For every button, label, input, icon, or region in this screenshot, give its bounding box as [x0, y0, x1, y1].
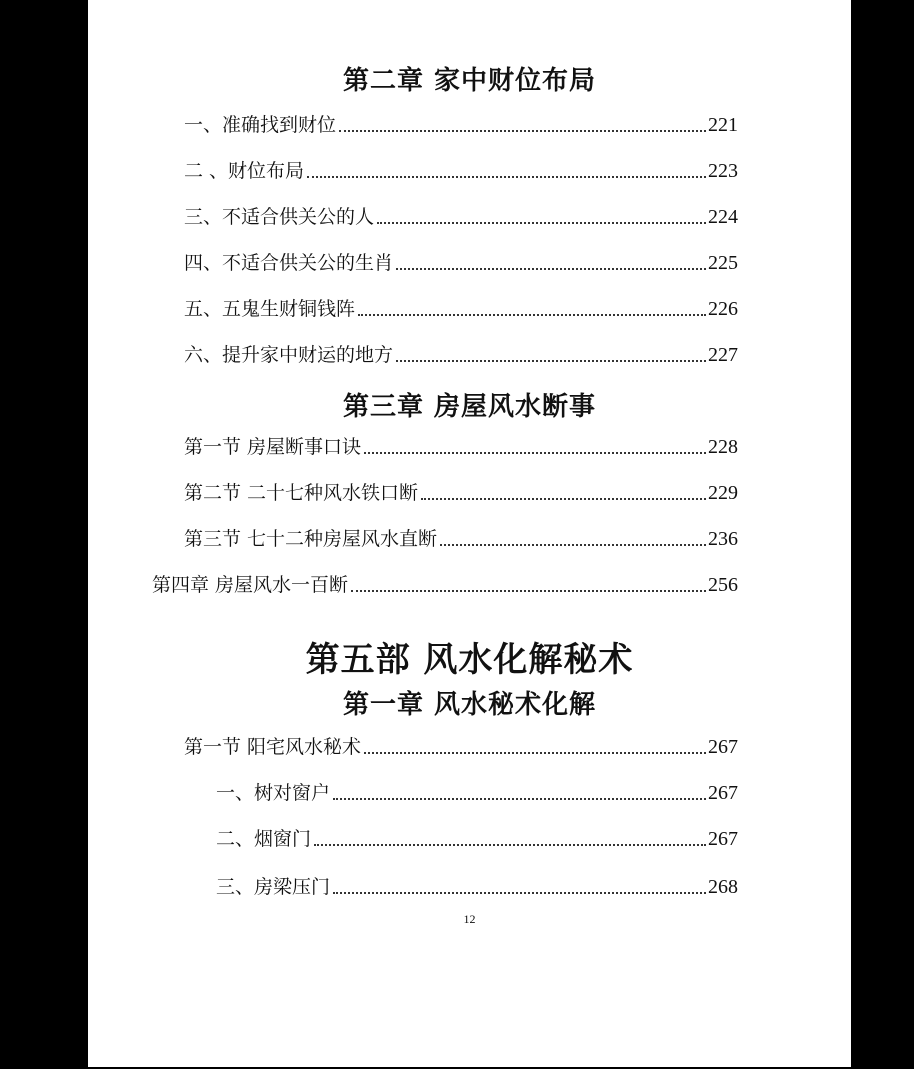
toc-entry-page: 267 [708, 736, 738, 758]
toc-entry [184, 112, 738, 138]
toc-leader-dots [364, 452, 706, 454]
toc-entry-label: 第四章 房屋风水一百断 [152, 574, 349, 596]
toc-entry-page: 224 [708, 206, 738, 228]
toc-leader-dots [440, 544, 706, 546]
toc-entry [184, 342, 738, 368]
toc-entry-page: 225 [708, 252, 738, 274]
toc-entry [184, 250, 738, 276]
toc-entry-page: 267 [708, 828, 738, 850]
document-page [88, 0, 851, 1067]
toc-entry [216, 874, 738, 900]
toc-entry-page: 268 [708, 876, 738, 898]
toc-entry-label: 第一节 阳宅风水秘术 [184, 736, 362, 758]
toc-entry-label: 二 、财位布局 [184, 160, 305, 182]
chapter-3-title: 第三章 房屋风水断事 [342, 392, 597, 422]
toc-entry [216, 780, 738, 806]
toc-leader-dots [364, 752, 706, 754]
toc-entry-page: 229 [708, 482, 738, 504]
toc-entry-label: 一、树对窗户 [216, 782, 331, 804]
toc-leader-dots [333, 892, 706, 894]
toc-entry [216, 826, 738, 852]
toc-leader-dots [314, 844, 706, 846]
toc-entry-label: 第二节 二十七种风水铁口断 [184, 482, 419, 504]
toc-entry-page: 221 [708, 114, 738, 136]
toc-entry [184, 204, 738, 230]
toc-entry-label: 第一节 房屋断事口诀 [184, 436, 362, 458]
toc-entry-label: 二、烟窗门 [216, 828, 312, 850]
toc-leader-dots [421, 498, 706, 500]
toc-entry-label: 四、不适合供关公的生肖 [184, 252, 394, 274]
toc-leader-dots [396, 360, 706, 362]
chapter-2-title: 第二章 家中财位布局 [342, 66, 597, 96]
toc-leader-dots [333, 798, 706, 800]
toc-entry-page: 256 [708, 574, 738, 596]
toc-entry-label: 三、不适合供关公的人 [184, 206, 375, 228]
toc-entry [184, 734, 738, 760]
toc-entry-page: 227 [708, 344, 738, 366]
toc-entry-page: 226 [708, 298, 738, 320]
toc-leader-dots [377, 222, 706, 224]
part-5-title: 第五部 风水化解秘术 [305, 640, 634, 680]
toc-leader-dots [396, 268, 706, 270]
toc-leader-dots [307, 176, 706, 178]
toc-entry [152, 572, 738, 598]
toc-entry [184, 526, 738, 552]
toc-entry-label: 一、准确找到财位 [184, 114, 337, 136]
toc-entry [184, 434, 738, 460]
toc-entry [184, 480, 738, 506]
toc-leader-dots [351, 590, 706, 592]
page-number: 12 [463, 912, 476, 926]
toc-entry-page: 236 [708, 528, 738, 550]
toc-entry-page: 267 [708, 782, 738, 804]
toc-entry [184, 296, 738, 322]
toc-entry-label: 五、五鬼生财铜钱阵 [184, 298, 356, 320]
part-5-chapter-1-title: 第一章 风水秘术化解 [342, 690, 597, 720]
toc-leader-dots [339, 130, 706, 132]
toc-entry-label: 六、提升家中财运的地方 [184, 344, 394, 366]
toc-entry-label: 三、房梁压门 [216, 876, 331, 898]
toc-entry-label: 第三节 七十二种房屋风水直断 [184, 528, 438, 550]
toc-entry [184, 158, 738, 184]
toc-leader-dots [358, 314, 706, 316]
toc-entry-page: 223 [708, 160, 738, 182]
toc-entry-page: 228 [708, 436, 738, 458]
